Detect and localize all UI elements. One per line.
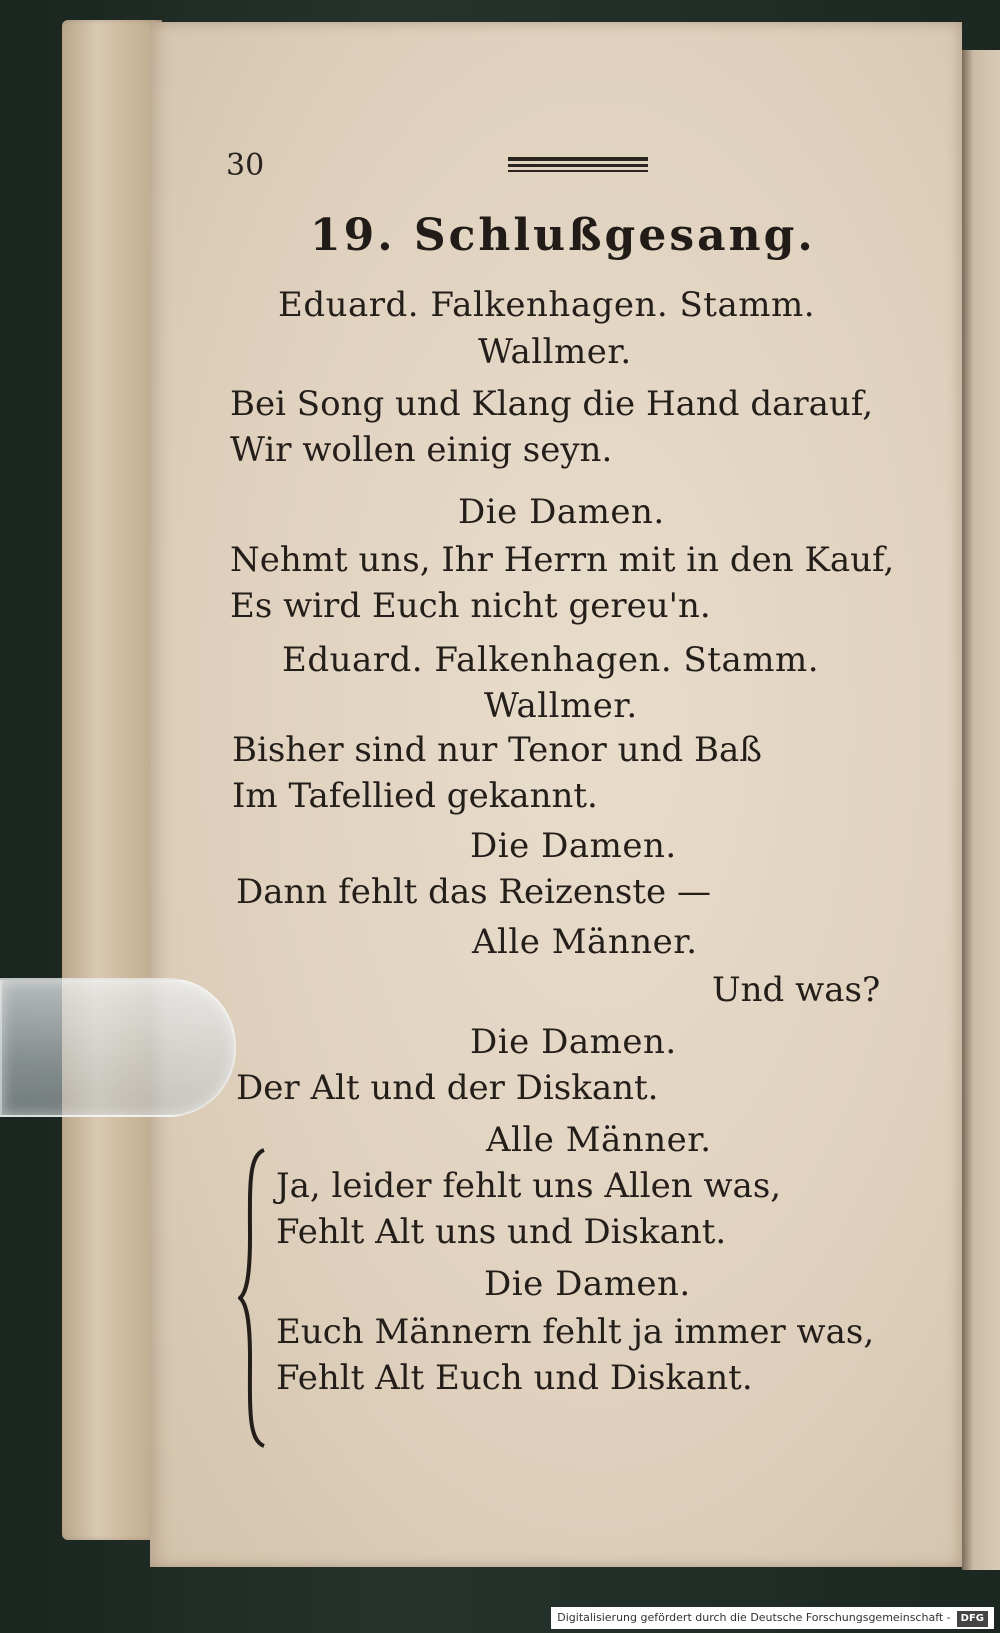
- speaker-line: Die Damen.: [484, 1264, 691, 1304]
- verse-line: Nehmt uns, Ihr Herrn mit in den Kauf,: [230, 540, 895, 580]
- speaker-line: Eduard. Falkenhagen. Stamm.: [282, 640, 820, 680]
- verse-line: Im Tafellied gekannt.: [232, 776, 598, 816]
- header-rule: [508, 157, 648, 175]
- footer-text: Digitalisierung gefördert durch die Deutsche Forschungsgemeinschaft -: [557, 1611, 951, 1624]
- verse-line: Es wird Euch nicht gereu'n.: [230, 586, 711, 626]
- verse-line: Wir wollen einig seyn.: [230, 430, 613, 470]
- book-page-edges: [62, 20, 162, 1540]
- verse-line: Und was?: [712, 970, 881, 1010]
- page-number: 30: [226, 148, 265, 183]
- verse-line: Bei Song und Klang die Hand darauf,: [230, 384, 873, 424]
- speaker-line: Wallmer.: [484, 686, 638, 726]
- plastic-page-holder: [0, 978, 236, 1117]
- verse-line: Bisher sind nur Tenor und Baß: [232, 730, 762, 770]
- song-title: 19. Schlußgesang.: [310, 210, 816, 261]
- speaker-line: Wallmer.: [478, 332, 632, 372]
- speaker-line: Die Damen.: [470, 1022, 677, 1062]
- verse-line: Ja, leider fehlt uns Allen was,: [276, 1166, 782, 1206]
- curly-brace: [238, 1148, 268, 1448]
- speaker-line: Die Damen.: [470, 826, 677, 866]
- speaker-line: Eduard. Falkenhagen. Stamm.: [278, 285, 816, 325]
- speaker-line: Die Damen.: [458, 492, 665, 532]
- speaker-line: Alle Männer.: [486, 1120, 712, 1160]
- facing-page-edge: [962, 50, 1000, 1570]
- digitization-footer: [551, 1607, 994, 1629]
- verse-line: Dann fehlt das Reizenste —: [236, 872, 711, 912]
- verse-line: Fehlt Alt Euch und Diskant.: [276, 1358, 753, 1398]
- verse-line: Der Alt und der Diskant.: [236, 1068, 659, 1108]
- dfg-logo: DFG: [957, 1611, 988, 1627]
- verse-line: Euch Männern fehlt ja immer was,: [276, 1312, 875, 1352]
- verse-line: Fehlt Alt uns und Diskant.: [276, 1212, 727, 1252]
- speaker-line: Alle Männer.: [472, 922, 698, 962]
